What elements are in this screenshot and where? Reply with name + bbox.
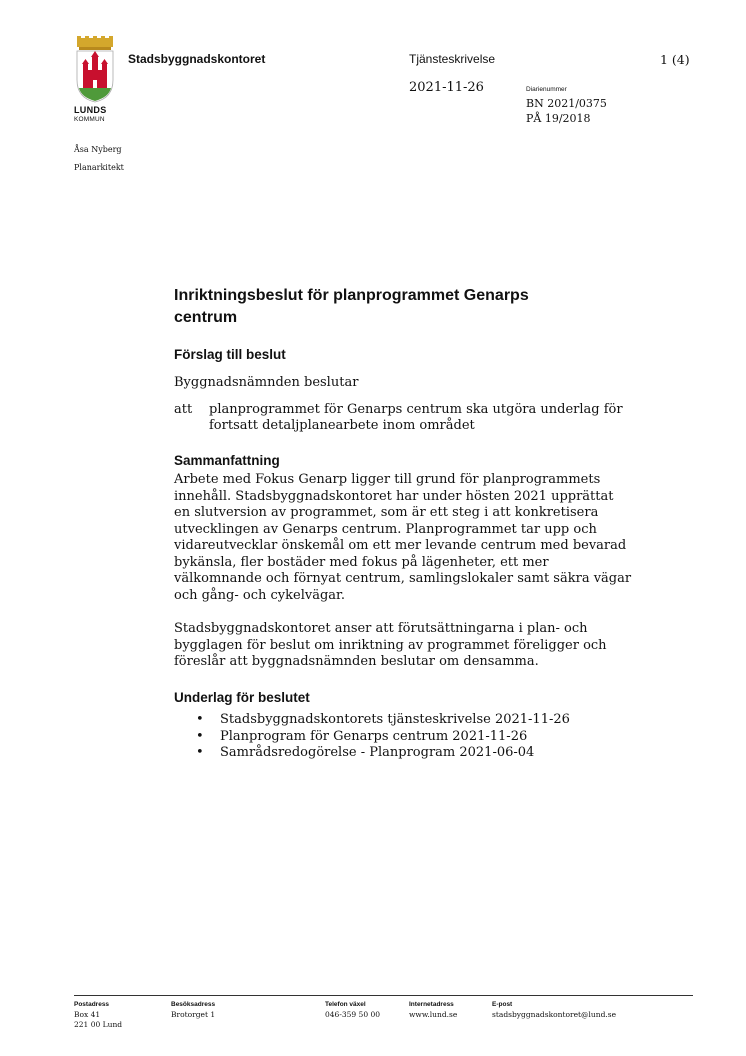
- heading-underlag: Underlag för beslutet: [174, 690, 310, 705]
- summary-line: bygglagen för beslut om inriktning av programmet föreligger och: [174, 637, 607, 653]
- summary-line: Arbete med Fokus Genarp ligger till grund för planprogrammets: [174, 472, 601, 487]
- title-line-2: centrum: [174, 309, 238, 326]
- diarie-label: Diarienummer: [526, 86, 567, 93]
- document-type: Tjänsteskrivelse: [409, 52, 496, 66]
- footer-value: Brotorget 1: [171, 1010, 216, 1019]
- footer-value: Box 41: [74, 1010, 101, 1019]
- summary-paragraph-2: [174, 621, 634, 671]
- logo-text-kommun: KOMMUN: [74, 116, 105, 123]
- author-title: Planarkitekt: [74, 163, 124, 172]
- logo-text-lunds: LUNDS: [74, 105, 107, 115]
- lunds-kommun-logo: [74, 36, 116, 126]
- footer-label: Postadress: [74, 1001, 110, 1008]
- footer-besoksadress: [171, 1000, 215, 1020]
- bullet-icon: •: [196, 745, 204, 760]
- organization-name: Stadsbyggnadskontoret: [128, 52, 266, 66]
- footer-email-link[interactable]: stadsbyggnadskontoret@lund.se: [492, 1010, 617, 1019]
- diarie-number-bn: BN 2021/0375: [526, 97, 607, 110]
- title-line-1: Inriktningsbeslut för planprogrammet Genarps: [174, 287, 529, 304]
- footer-telefon: [325, 1000, 380, 1020]
- footer-label: E-post: [492, 1001, 513, 1008]
- page-title: [174, 285, 594, 329]
- footer-epost: [492, 1000, 616, 1020]
- bullet-icon: •: [196, 728, 204, 744]
- list-item-text: Samrådsredogörelse - Planprogram 2021-06-04: [220, 745, 535, 760]
- summary-line: Stadsbyggnadskontoret anser att förutsättningarna i plan- och: [174, 621, 588, 636]
- summary-line: vidareutvecklar önskemål om ett mer levande centrum med bevarad: [174, 538, 627, 553]
- page-number: 1 (4): [660, 52, 690, 67]
- summary-line: bykänsla, fler bostäder med fokus på lägenheter, ett mer: [174, 554, 549, 570]
- list-item: [196, 745, 570, 762]
- summary-paragraph-1: [174, 472, 634, 604]
- footer-label: Internetadress: [409, 1001, 454, 1008]
- list-item-text: Stadsbyggnadskontorets tjänsteskrivelse 2021-11-26: [220, 712, 570, 727]
- author-name: Åsa Nyberg: [74, 145, 122, 154]
- underlag-list: [196, 712, 570, 762]
- footer-label: Besöksadress: [171, 1001, 216, 1008]
- att-line-2: fortsatt detaljplanearbete inom området: [209, 418, 475, 433]
- att-label: att: [174, 402, 193, 417]
- summary-line: utvecklingen av Genarps centrum. Planprogrammet tar upp och: [174, 521, 597, 537]
- footer-internetadress: [409, 1000, 457, 1020]
- footer-postadress: [74, 1000, 122, 1030]
- footer-value: 046-359 50 00: [325, 1010, 381, 1019]
- heading-forslag: Förslag till beslut: [174, 347, 286, 362]
- footer-label: Telefon växel: [325, 1001, 366, 1008]
- att-clause: [209, 402, 639, 434]
- footer-website-link[interactable]: www.lund.se: [409, 1010, 458, 1019]
- footer-value: 221 00 Lund: [74, 1020, 123, 1029]
- list-item: [196, 712, 570, 729]
- list-item: [196, 729, 570, 746]
- beslutar-text: Byggnadsnämnden beslutar: [174, 375, 359, 390]
- coat-of-arms-icon: [74, 36, 116, 104]
- document-date: 2021-11-26: [409, 80, 484, 95]
- att-line-1: planprogrammet för Genarps centrum ska utgöra underlag för: [209, 402, 623, 417]
- summary-line: innehåll. Stadsbyggnadskontoret har under hösten 2021 upprättat: [174, 488, 614, 504]
- footer-divider: [74, 995, 693, 996]
- summary-line: en slutversion av programmet, som är ett steg i att konkretisera: [174, 505, 599, 520]
- diarie-number-pa: PÅ 19/2018: [526, 112, 591, 125]
- summary-line: föreslår att byggnadsnämnden beslutar om densamma.: [174, 654, 539, 669]
- heading-sammanfattning: Sammanfattning: [174, 453, 280, 468]
- summary-line: och gång- och cykelvägar.: [174, 587, 345, 603]
- bullet-icon: •: [196, 712, 204, 727]
- list-item-text: Planprogram för Genarps centrum 2021-11-26: [220, 728, 528, 744]
- summary-line: välkomnande och förnyat centrum, samlingslokaler samt säkra vägar: [174, 571, 632, 586]
